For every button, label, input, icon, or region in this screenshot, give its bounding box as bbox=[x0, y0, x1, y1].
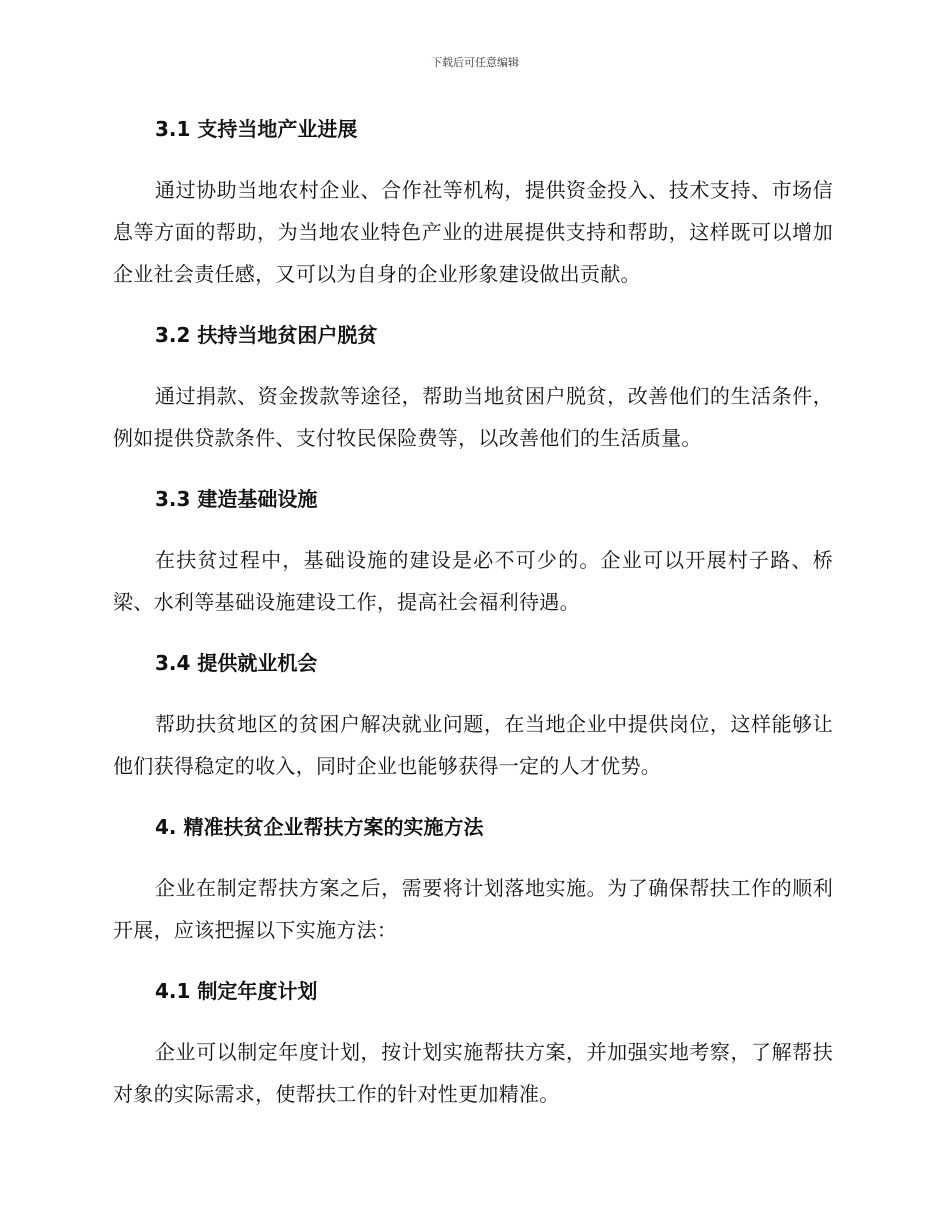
section-paragraph: 企业可以制定年度计划，按计划实施帮扶方案，并加强实地考察，了解帮扶对象的实际需求，使帮扶工作的针对性更加精准。 bbox=[113, 1040, 833, 1106]
section-heading: 3.1 支持当地产业进展 bbox=[155, 117, 358, 141]
section-heading: 4.1 制定年度计划 bbox=[155, 979, 318, 1003]
page-header-note: 下载后可任意编辑 bbox=[431, 56, 519, 69]
section-paragraph: 通过协助当地农村企业、合作社等机构，提供资金投入、技术支持、市场信息等方面的帮助，为当地农业特色产业的进展提供支持和帮助，这样既可以增加企业社会责任感，又可以为自身的企业形象建设做出贡献。 bbox=[113, 178, 833, 286]
section-heading: 3.4 提供就业机会 bbox=[155, 651, 318, 675]
section-paragraph: 帮助扶贫地区的贫困户解决就业问题，在当地企业中提供岗位，这样能够让他们获得稳定的收入，同时企业也能够获得一定的人才优势。 bbox=[113, 712, 833, 778]
section-paragraph: 通过捐款、资金拨款等途径，帮助当地贫困户脱贫，改善他们的生活条件，例如提供贷款条件、支付牧民保险费等，以改善他们的生活质量。 bbox=[113, 384, 833, 450]
document-body bbox=[113, 111, 833, 1137]
section-heading: 3.2 扶持当地贫困户脱贫 bbox=[155, 323, 378, 347]
section-paragraph: 企业在制定帮扶方案之后，需要将计划落地实施。为了确保帮扶工作的顺利开展，应该把握以下实施方法： bbox=[113, 876, 833, 942]
section-paragraph: 在扶贫过程中，基础设施的建设是必不可少的。企业可以开展村子路、桥梁、水利等基础设施建设工作，提高社会福利待遇。 bbox=[113, 548, 833, 614]
section-heading: 3.3 建造基础设施 bbox=[155, 487, 318, 511]
section-heading: 4. 精准扶贫企业帮扶方案的实施方法 bbox=[155, 815, 484, 839]
